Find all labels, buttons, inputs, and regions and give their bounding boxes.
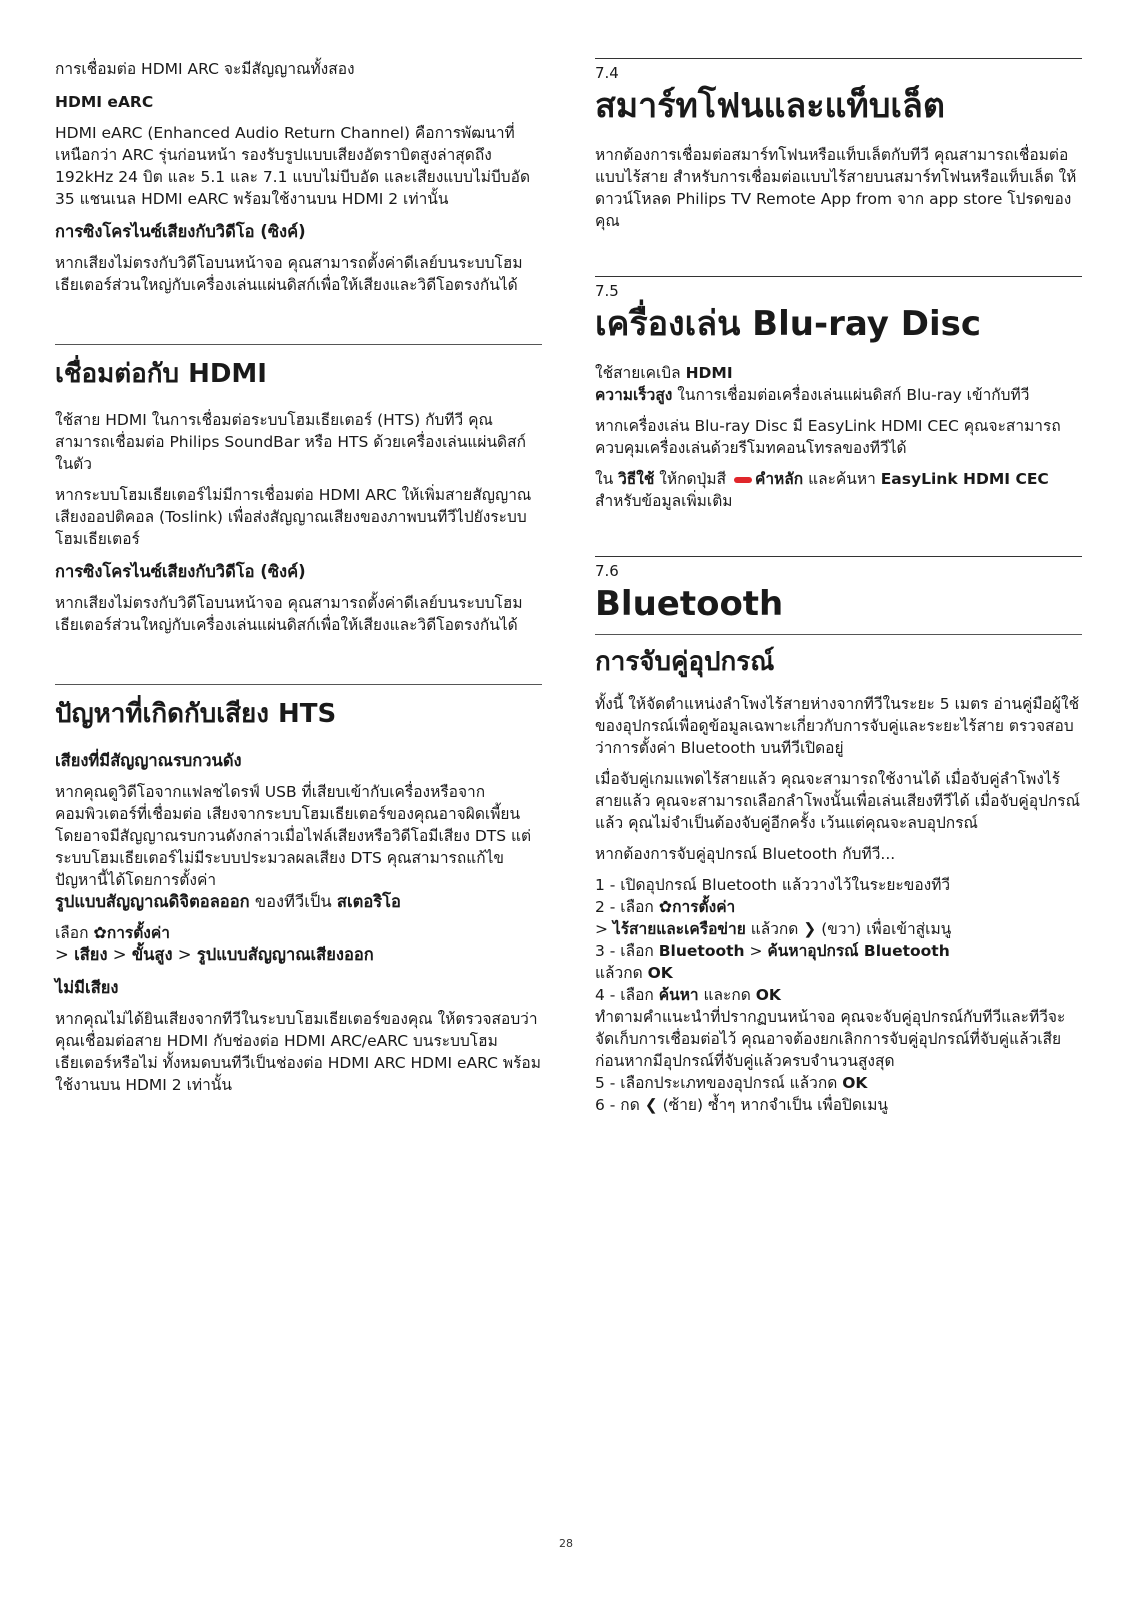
- chapter-number: 7.5: [595, 282, 619, 300]
- pairing-paragraph-3: หากต้องการจับคู่อุปกรณ์ Bluetooth กับทีวี...: [595, 845, 896, 863]
- noise-body: หากคุณดูวิดีโอจากแฟลชไดรฟ์ USB ที่เสียบเข้ากับเครื่องหรือจากคอมพิวเตอร์ที่เชื่อมต่อ เสียงจากระบบโฮมเธียเตอร์ของคุณอาจผิดเพี้ยน โดยอาจมีสัญญาณรบกวนดังกล่าวเมื่อไฟล์เสียงหรือวิดีโอมีเสียง DTS แต่ระบบโฮมเธียเตอร์ไม่มีระบบประมวลผลเสียง DTS คุณสามารถแก้ไขปัญหานี้ได้โดยการตั้งค่า: [55, 783, 532, 889]
- chapter-divider: [595, 556, 1082, 557]
- chapter-title-bluetooth: Bluetooth: [595, 584, 784, 624]
- chevron-left-icon: ❮: [644, 1096, 658, 1114]
- pairing-paragraph-1: ทั้งนี้ ให้จัดตำแหน่งลำโพงไร้สายห่างจากทีวีในระยะ 5 เมตร อ่านคู่มือผู้ใช้ของอุปกรณ์เพื่อดูข้อมูลเฉพาะเกี่ยวกับการจับคู่และระยะไร้สาย ตรวจสอบว่าการตั้งค่า Bluetooth บนทีวีเปิดอยู่: [595, 695, 1080, 757]
- section-divider: [55, 684, 542, 685]
- hts-section-title: ปัญหาที่เกิดกับเสียง HTS: [55, 699, 337, 729]
- no-sound-heading: ไม่มีเสียง: [55, 978, 119, 997]
- hdmi-section-title: เชื่อมต่อกับ HDMI: [55, 359, 267, 389]
- settings-label: การตั้งค่า: [106, 924, 170, 942]
- audio-out-path: > เสียง > ขั้นสูง > รูปแบบสัญญาณเสียงออก: [55, 945, 374, 964]
- hdmi-paragraph-2: หากระบบโฮมเธียเตอร์ไม่มีการเชื่อมต่อ HDMI ARC ให้เพิ่มสายสัญญาณเสียงออปติคอล (Toslink) เพื่อส่งสัญญาณเสียงของภาพบนทีวีไปยังระบบโฮมเธียเตอร์: [55, 486, 532, 548]
- step-6: 6 - กด ❮ (ซ้าย) ซ้ำๆ หากจำเป็น เพื่อปิดเมนู: [595, 1096, 889, 1114]
- pairing-heading: การจับคู่อุปกรณ์: [595, 647, 775, 677]
- noise-setting-line: รูปแบบสัญญาณดิจิตอลออก ของทีวีเป็น สเตอริโอ: [55, 892, 401, 911]
- step-4-body: ทำตามคำแนะนำที่ปรากฏบนหน้าจอ คุณจะจับคู่อุปกรณ์กับทีวีและทีวีจะจัดเก็บการเชื่อมต่อไว้ คุณอาจต้องยกเลิกการจับคู่อุปกรณ์ที่จับคู่แล้วเสียก่อนหากมีอุปกรณ์ที่จับคู่แล้วครบจำนวนสูงสุด: [595, 1008, 1066, 1070]
- gear-icon: ✿: [93, 923, 107, 942]
- digital-out-format-label: รูปแบบสัญญาณดิจิตอลออก: [55, 892, 250, 911]
- stereo-label: สเตอริโอ: [336, 892, 401, 911]
- chapter-title-smartphones: สมาร์ทโฟนและแท็บเล็ต: [595, 86, 945, 126]
- noise-heading: เสียงที่มีสัญญาณรบกวนดัง: [55, 751, 242, 770]
- chevron-right-icon: ❯: [803, 920, 817, 938]
- bluray-paragraph-2: หากเครื่องเล่น Blu-ray Disc มี EasyLink HDMI CEC คุณจะสามารถควบคุมเครื่องเล่นด้วยรีโมทคอนโทรลของทีวีได้: [595, 417, 1061, 457]
- bluray-paragraph-3: ใน วิธีใช้ ให้กดปุ่มสี คำหลัก และค้นหา EasyLink HDMI CEC สำหรับข้อมูลเพิ่มเติม: [595, 470, 1049, 510]
- left-column: [55, 58, 542, 1105]
- chapter-title-bluray: เครื่องเล่น Blu-ray Disc: [595, 304, 982, 344]
- hdmi-paragraph-1: ใช้สาย HDMI ในการเชื่อมต่อระบบโฮมเธียเตอร์ (HTS) กับทีวี คุณสามารถเชื่อมต่อ Philips SoundBar หรือ HTS ด้วยเครื่องเล่นแผ่นดิสก์ในตัว: [55, 411, 526, 473]
- gear-icon: ✿: [658, 897, 673, 916]
- right-column: [595, 58, 1082, 1116]
- step-3: 3 - เลือก Bluetooth > ค้นหาอุปกรณ์ Bluetooth แล้วกด OK: [595, 942, 950, 982]
- step-5: 5 - เลือกประเภทของอุปกรณ์ แล้วกด OK: [595, 1074, 868, 1092]
- chapter-number: 7.4: [595, 64, 619, 82]
- page-number: 28: [559, 1537, 573, 1550]
- smartphones-body: หากต้องการเชื่อมต่อสมาร์ทโฟนหรือแท็บเล็ตกับทีวี คุณสามารถเชื่อมต่อแบบไร้สาย สำหรับการเชื่อมต่อแบบไร้สายบนสมาร์ทโฟนหรือแท็บเล็ต ให้ดาวน์โหลด Philips TV Remote App from จาก app store โปรดของคุณ: [595, 146, 1077, 230]
- section-divider: [595, 634, 1082, 635]
- step-1: 1 - เปิดอุปกรณ์ Bluetooth แล้ววางไว้ในระยะของทีวี: [595, 876, 951, 894]
- sync-heading-1: การซิงโครไนซ์เสียงกับวิดีโอ (ซิงค์): [55, 222, 306, 241]
- chapter-number: 7.6: [595, 562, 619, 580]
- red-color-key-icon: [734, 477, 752, 483]
- arc-intro: การเชื่อมต่อ HDMI ARC จะมีสัญญาณทั้งสอง: [55, 60, 355, 78]
- step-4: 4 - เลือก ค้นหา และกด OK: [595, 986, 781, 1004]
- settings-path-line: เลือก ✿การตั้งค่า: [55, 923, 170, 942]
- sync-heading-2: การซิงโครไนซ์เสียงกับวิดีโอ (ซิงค์): [55, 562, 306, 581]
- chapter-divider: [595, 58, 1082, 59]
- sync-body-1: หากเสียงไม่ตรงกับวิดีโอบนหน้าจอ คุณสามารถตั้งค่าดีเลย์บนระบบโฮมเธียเตอร์ส่วนใหญ่กับเครื่องเล่นแผ่นดิสก์เพื่อให้เสียงและวิดีโอตรงกันได้: [55, 254, 523, 294]
- pairing-paragraph-2: เมื่อจับคู่เกมแพดไร้สายแล้ว คุณจะสามารถใช้งานได้ เมื่อจับคู่ลำโพงไร้สายแล้ว คุณจะสามารถเลือกลำโพงนั้นเพื่อเล่นเสียงทีวีได้ เมื่อจับคู่อุปกรณ์แล้ว คุณไม่จำเป็นต้องจับคู่อีกครั้ง เว้นแต่คุณจะลบอุปกรณ์: [595, 770, 1080, 832]
- earc-body: HDMI eARC (Enhanced Audio Return Channel) คือการพัฒนาที่เหนือกว่า ARC รุ่นก่อนหน้า รองรับรูปแบบเสียงอัตราบิตสูงล่าสุดถึง 192kHz 24 บิต และ 5.1 และ 7.1 แบบไม่บีบอัด และเสียงแบบไม่บีบอัด 35 แชนเนล HDMI eARC พร้อมใช้งานบน HDMI 2 เท่านั้น: [55, 124, 531, 208]
- earc-heading: HDMI eARC: [55, 93, 154, 111]
- sync-body-2: หากเสียงไม่ตรงกับวิดีโอบนหน้าจอ คุณสามารถตั้งค่าดีเลย์บนระบบโฮมเธียเตอร์ส่วนใหญ่กับเครื่องเล่นแผ่นดิสก์เพื่อให้เสียงและวิดีโอตรงกันได้: [55, 594, 523, 634]
- bluray-paragraph-1: ใช้สายเคเบิล HDMI ความเร็วสูง ในการเชื่อมต่อเครื่องเล่นแผ่นดิสก์ Blu-ray เข้ากับทีวี: [595, 364, 1030, 404]
- section-divider: [55, 344, 542, 345]
- no-sound-body: หากคุณไม่ได้ยินเสียงจากทีวีในระบบโฮมเธียเตอร์ของคุณ ให้ตรวจสอบว่าคุณเชื่อมต่อสาย HDMI กับช่องต่อ HDMI ARC/eARC บนระบบโฮมเธียเตอร์หรือไม่ ทั้งหมดบนทีวีเป็นช่องต่อ HDMI ARC HDMI eARC พร้อมใช้งานบน HDMI 2 เท่านั้น: [55, 1010, 541, 1094]
- chapter-divider: [595, 276, 1082, 277]
- step-2: 2 - เลือก ✿การตั้งค่า > ไร้สายและเครือข่าย แล้วกด ❯ (ขวา) เพื่อเข้าสู่เมนู: [595, 897, 952, 938]
